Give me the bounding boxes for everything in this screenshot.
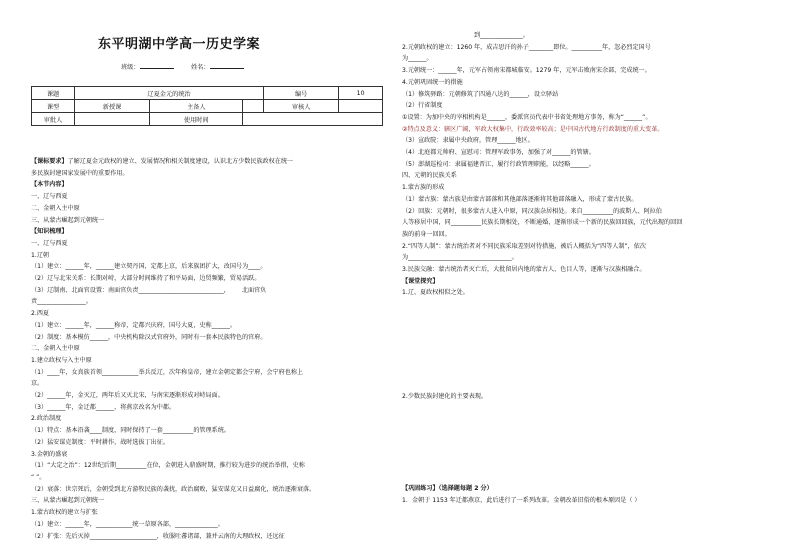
table-cell: 课型 [32,100,75,113]
text-line: （5）澎湖巡检司：隶属福建晋江，履行行政管理职能，以经略______。 [402,160,595,168]
info-table [31,86,383,126]
text-line: 3.元朝统一：______年，元军占领南宋都城临安。1279 年，元军击败南宋余部，完成统一。 [402,67,651,75]
text-line: 2.元朝政权的建立：1260 年，成吉思汗的孙子________即位。__________年，忽必烈定国号 [402,43,651,51]
text-line: 为______。 [402,55,433,63]
table-cell [243,100,264,113]
text-line: 为__________________________________。 [402,254,518,262]
text-line: 2.“四等人制”：蒙古统治者对不同民族采取差别对待措施，被后人概括为“四等人制”，依次 [402,242,646,250]
name-field [191,62,244,71]
table-cell [75,113,150,126]
subsection-heading: 2.政治制度 [31,415,62,423]
text-line: 北面官负 [241,286,267,294]
text-line: （2）扩张：先后灭掉______________________，收服吐蕃诸部，兼并云南的大理政权，还远征 [31,532,285,540]
text-line: （1）建立：______年，______称帝，定都兴庆府，国号大夏，史称______。 [31,321,236,329]
table-row [32,100,383,113]
page-title: 东平明湖中学高一历史学案 [98,37,261,52]
subsection-heading: 1.建立政权与入主中原 [31,356,92,364]
subsection-heading: 2.西夏 [31,310,50,318]
text-line: （1）特点：基本沿袭____制度，同时保持了一套__________的管理系统。 [31,427,230,435]
requirements-text-cont: 多民族封建国家发展中的重要作用。 [31,169,129,177]
text-line: “ ”。 [31,473,46,481]
text-line: 族的前身一回回。 [402,230,451,238]
table-cell: 主备人 [150,100,243,113]
class-blank[interactable] [140,62,174,69]
text-line: ②特点及意义：辖区广阔，军政大权集中，行政效率较高；是中国古代地方行政制度的重大变革。 [402,125,664,133]
text-line: （2）______年，金灭辽，两年后又灭北宋，与南宋逐渐形成对峙局面。 [31,392,224,400]
content-item: 三、从蒙古崛起到元朝统一 [31,216,105,224]
content-item: 一、辽与西夏 [31,193,68,201]
content-item: 二、金朝入主中原 [31,204,80,212]
class-label: 班级： [121,64,140,71]
class-field [121,62,174,71]
table-cell: 审核人 [264,100,339,113]
table-row [32,87,383,100]
name-label: 姓名： [191,64,210,71]
text-line: ①设置：为加中央的宰相机构是______，委派官员代表中书省处理地方事务，称为“______”。 [402,113,652,121]
text-line: （1）“大定之治”：12世纪后期__________在位，金朝进入鼎盛时期，推行较为进步的统治举措，史称 [31,462,305,470]
explore-title: 【课堂探究】 [402,277,439,285]
question: 1．金朝于 1153 年迁都燕京，此后进行了一系列改革。金朝改革旧俗的根本原因是（ ） [402,496,641,504]
text-line: （1）蒙古族：蒙古族是由蒙古部落和其他部落逐渐将其他部落融入，形成了蒙古民族。 [402,195,638,203]
text-line: （1）建立：______年，______建立契丹国，定都上京，后来族团扩大，改国号为____。 [31,263,267,271]
text-line: （1）____年，女真族首领____________举兵反辽，次年称皇帝，建立金朝定都会宁府，会宁府也称上 [31,368,304,376]
text-line: （3）______年，金迁都______，将燕京改名为中都。 [31,403,176,411]
table-cell: 课题 [32,87,75,100]
text-line: （1）建立：______年，____________统一草原各部，______________。 [31,520,224,528]
right-column [402,30,764,506]
subsection-heading: 1.蒙古政权的建立与扩张 [31,509,98,517]
question: 1.辽、夏政权相似之处。 [402,289,469,297]
table-cell [339,100,383,113]
text-line: （3）辽制南、北面官设置：南面官负责____________________________， [31,286,230,294]
name-blank[interactable] [210,62,244,69]
subsection-heading: 3.金朝的盛衰 [31,450,68,458]
question: 2.少数民族封建化的主要表现。 [402,393,488,401]
table-cell [243,113,383,126]
text-line: 3.民族交融：蒙古统治者灭亡后，大批留居内地的蒙古人、色目人等，逐渐与汉族相融合。 [402,266,646,274]
requirements-text: 了解辽夏金元政权的建立、发展情况和相关制度建设，认识北方少数民族政权在统一 [67,158,294,165]
text-line: （2）回族：元朝时，很多蒙古人进入中原，同汉族杂居相处。来自__________的波斯人、阿拉伯 [402,207,662,215]
text-line: （2）衰落：世宗死后，金朝受到北方游牧民族的袭扰，政治腐败，猛安谋克又日益腐化，统治逐渐衰落。 [31,485,316,493]
section-heading: 三、从蒙古崛起到元朝统一 [31,497,105,505]
table-cell: 审批人 [32,113,75,126]
text-line: （2）制度：基本模仿______，中央机构除汉式官府外，同时有一套本民族特色的官府。 [31,333,267,341]
subsection-heading: 1.辽朝 [31,251,50,259]
answer-space[interactable] [402,299,764,391]
content-title: 【本节内容】 [31,181,68,189]
table-cell: 新授课 [75,100,150,113]
subsection-heading: 4.元朝巩固统一的措施 [402,78,463,86]
text-line: 责________________。 [31,298,92,306]
text-line: （2）行省制度 [402,102,443,110]
table-cell: 10 [339,87,383,100]
table-cell: 编号 [264,87,339,100]
table-cell: 辽夏金元的统治 [75,87,264,100]
section-heading: 四、元朝的民族关系 [402,172,457,180]
text-line: （2）猛安谋克制度：平时耕作，战时选拔丁出征。 [31,438,169,446]
table-cell: 使用时间 [150,113,243,126]
text-line: 到______________。 [474,32,529,39]
section-heading: 二、金朝入主中原 [31,345,80,353]
text-line: （1）修筑驿路：元朝修筑了四通八达的______，设立驿站 [402,90,559,98]
section-heading: 一、辽与西夏 [31,239,68,247]
left-column [31,156,387,542]
subsection-heading: 1.蒙古族的形成 [402,184,445,192]
requirements-label: 【课标要求】 [31,158,68,165]
text-line: 京。 [31,380,44,388]
text-line: 人等移居中国，同__________民族长期相处，不断通婚，逐渐形成一个新的民族回回族，元代出现的回回 [402,219,683,227]
text-line: （2）辽与北宋关系：长期对峙，大部分时间维持了和平局面，边贸频繁，贸易活跃。 [31,275,261,283]
answer-space[interactable] [402,403,764,483]
table-row [32,113,383,126]
text-line: （4）北庭都元帅府、宣慰司：管理军政事务，加强了对______的管辖。 [402,149,595,157]
text-line: （3）宣政院：隶属中央政府，管理______地区。 [402,137,534,145]
knowledge-title: 【知识梳理】 [31,228,68,236]
practice-title: 【巩固练习】（选择题每题 2 分） [402,484,493,492]
